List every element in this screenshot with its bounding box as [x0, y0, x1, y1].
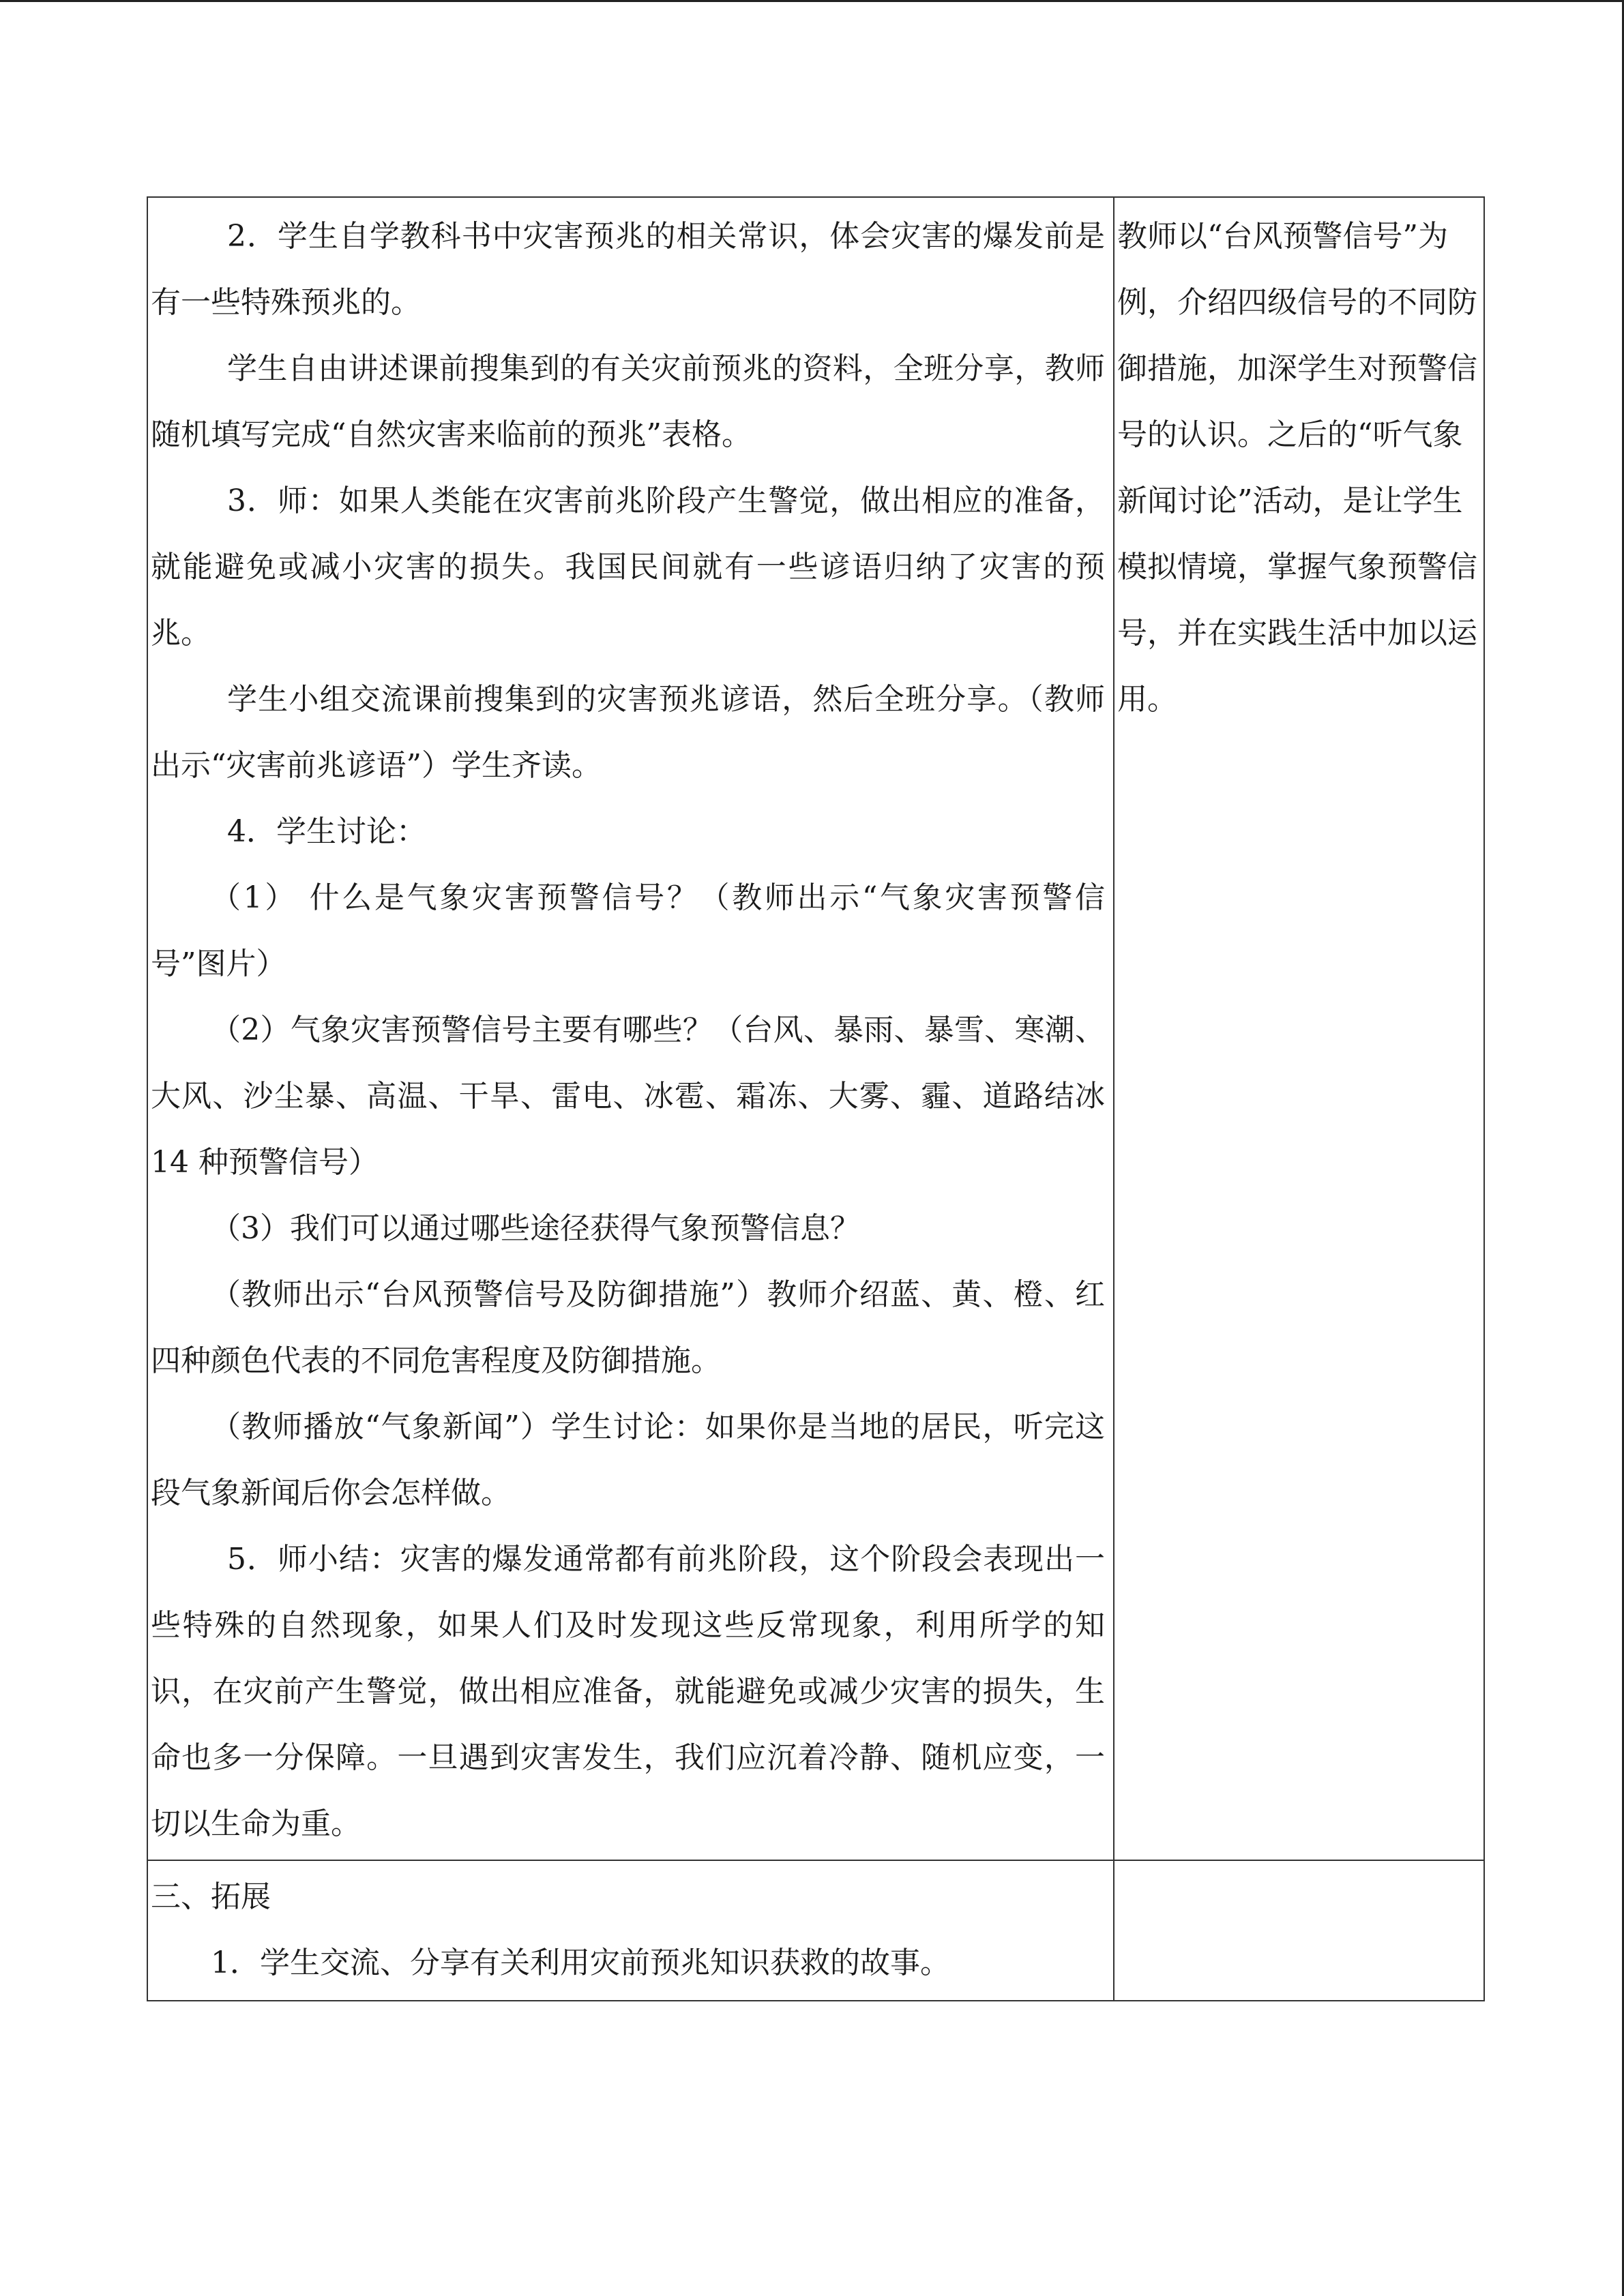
paragraph-weather-news: （教师播放“气象新闻”）学生讨论：如果你是当地的居民，听完这段气象新闻后你会怎样做。: [151, 1410, 1105, 1510]
design-intent-note: 教师以“台风预警信号”为例，介绍四级信号的不同防御措施，加深学生对预警信号的认识。之后的“听气象新闻讨论”活动，是让学生模拟情境，掌握气象预警信号，并在实践生活中加以运用。: [1117, 219, 1477, 717]
paragraph-share-omens: 学生自由讲述课前搜集到的有关灾前预兆的资料，全班分享，教师随机填写完成“自然灾害来临前的预兆”表格。: [151, 351, 1105, 452]
teaching-process-cell: [147, 197, 1114, 1860]
paragraph-typhoon-signals: （教师出示“台风预警信号及防御措施”）教师介绍蓝、黄、橙、红四种颜色代表的不同危害程度及防御措施。: [151, 1277, 1105, 1378]
extension-heading: 三、拓展: [151, 1879, 271, 1914]
lesson-plan-table: [147, 196, 1485, 2001]
paragraph-question-1: （1） 什么是气象灾害预警信号？（教师出示“气象灾害预警信号”图片）: [151, 880, 1105, 981]
paragraph-step-4: 4．学生讨论：: [227, 814, 426, 849]
paragraph-proverbs: 学生小组交流课前搜集到的灾害预兆谚语，然后全班分享。（教师出示“灾害前兆谚语”）学生齐读。: [151, 682, 1105, 783]
table-row: [147, 1860, 1484, 2001]
paragraph-question-3: （3）我们可以通过哪些途径获得气象预警信息？: [211, 1211, 860, 1246]
paragraph-step-5-summary: 5．师小结：灾害的爆发通常都有前兆阶段，这个阶段会表现出一些特殊的自然现象，如果人们及时发现这些反常现象，利用所学的知识，在灾前产生警觉，做出相应准备，就能避免或减少灾害的损失，生命也多一分保障。一旦遇到灾害发生，我们应沉着冷静、随机应变，一切以生命为重。: [151, 1542, 1105, 1841]
extension-note-cell: [1114, 1860, 1484, 2001]
extension-item-1: 1．学生交流、分享有关利用灾前预兆知识获救的故事。: [211, 1945, 950, 1980]
design-intent-cell: [1114, 197, 1484, 1860]
paragraph-step-3: 3．师：如果人类能在灾害前兆阶段产生警觉，做出相应的准备，就能避免或减小灾害的损失。我国民间就有一些谚语归纳了灾害的预兆。: [151, 483, 1105, 651]
table-row: [147, 197, 1484, 1860]
paragraph-step-2: 2．学生自学教科书中灾害预兆的相关常识，体会灾害的爆发前是有一些特殊预兆的。: [151, 219, 1105, 320]
page-top-border: [0, 0, 1624, 2]
extension-cell: [147, 1860, 1114, 2001]
paragraph-question-2: （2）气象灾害预警信号主要有哪些？（台风、暴雨、暴雪、寒潮、大风、沙尘暴、高温、干旱、雷电、冰雹、霜冻、大雾、霾、道路结冰 14 种预警信号）: [151, 1013, 1105, 1180]
